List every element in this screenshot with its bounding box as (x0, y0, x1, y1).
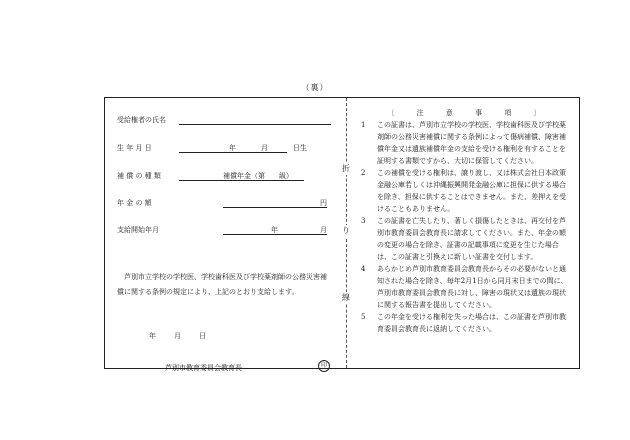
notes-title-char: 〔 (387, 109, 395, 117)
seal-mark: 印 (318, 360, 330, 372)
certification-text: 芦別市立学校の学校医、学校歯科医及び学校薬剤師の公務災害補償に関する条例の規定により、上記のとおり支給します。 (117, 273, 327, 296)
fold-char: り (339, 225, 353, 237)
note-item (357, 167, 571, 215)
notes-title (357, 108, 571, 118)
birth-month: 月 (261, 144, 268, 152)
amount-field-line (223, 207, 327, 208)
note-item (357, 311, 571, 335)
note-text: この年金を受ける権利を失った場合は、この証書を芦別市教育委員会教育長に返納してください。 (377, 313, 566, 333)
start-label: 支給開始年月 (117, 226, 159, 234)
notes-title-char: 事 (475, 109, 483, 117)
note-number: 1 (361, 121, 366, 129)
signer-title: 芦別市教育委員会教育長 (165, 364, 242, 372)
note-text: この補償を受ける権利は、譲り渡し、又は株式会社日本政策金融公庫若しくは沖縄振興開発金融公庫に担保に供する場合を除き、担保に供することはできません。また、差押えを受けることもありません。 (377, 169, 567, 213)
fold-char: 折 (339, 163, 353, 175)
note-number: 5 (361, 313, 366, 321)
notes-title-char: 項 (504, 109, 512, 117)
birth-label: 生 年 月 日 (117, 144, 152, 152)
start-row (117, 225, 333, 237)
note-item (357, 263, 571, 311)
amount-label: 年 金 の 額 (117, 199, 152, 207)
type-value: 補償年金（第 級） (223, 172, 293, 180)
note-text: あらかじめ芦別市教育委員会教育長からその必要がないと通知された場合を除き、毎年2月1日から同月末日までの間に、芦別市教育委員会教育長に対し、障害の現状又は遺族の現状に関する報告書を提出してください。 (377, 265, 568, 309)
note-item (357, 119, 571, 167)
amount-row (117, 198, 333, 210)
birth-year: 年 (229, 144, 236, 152)
birth-row (117, 143, 333, 155)
fold-char: 線 (339, 292, 353, 304)
notes-section (357, 108, 571, 335)
issue-month: 月 (174, 332, 181, 340)
note-number: 2 (361, 169, 366, 177)
amount-unit: 円 (320, 199, 327, 207)
name-row (117, 115, 333, 127)
notes-title-char: 〕 (533, 109, 541, 117)
note-text: この証書を亡失したり、著しく損傷したときは、再交付を芦別市教育委員会教育長に請求してください。また、年金の額の変更の場合を除き、証書の記載事項に変更を生じた場合は、この証書と引換えに新しい証書を交付します。 (377, 217, 566, 261)
issue-day: 日 (199, 332, 206, 340)
type-label: 補 償 の 種 類 (117, 172, 161, 180)
notes-title-char: 意 (445, 109, 453, 117)
note-text: この証書は、芦別市立学校の学校医、学校歯科医及び学校薬剤師の公務災害補償に関する条例によって傷病補償、障害補償年金又は遺族補償年金の支給を受ける権利を有することを証明する書類ですから、大切に保管してください。 (377, 121, 566, 165)
name-field-line (179, 124, 331, 125)
back-side-label: （裏） (301, 83, 329, 92)
start-year: 年 (271, 226, 278, 234)
birth-day: 日生 (293, 144, 307, 152)
note-number: 3 (361, 217, 366, 225)
name-label: 受給権者の氏名 (117, 116, 166, 124)
note-item (357, 215, 571, 263)
notes-title-char: 注 (416, 109, 424, 117)
type-row (117, 171, 333, 183)
issue-year: 年 (149, 332, 156, 340)
note-number: 4 (361, 265, 366, 273)
certificate-card (104, 97, 580, 372)
start-month: 月 (320, 226, 327, 234)
